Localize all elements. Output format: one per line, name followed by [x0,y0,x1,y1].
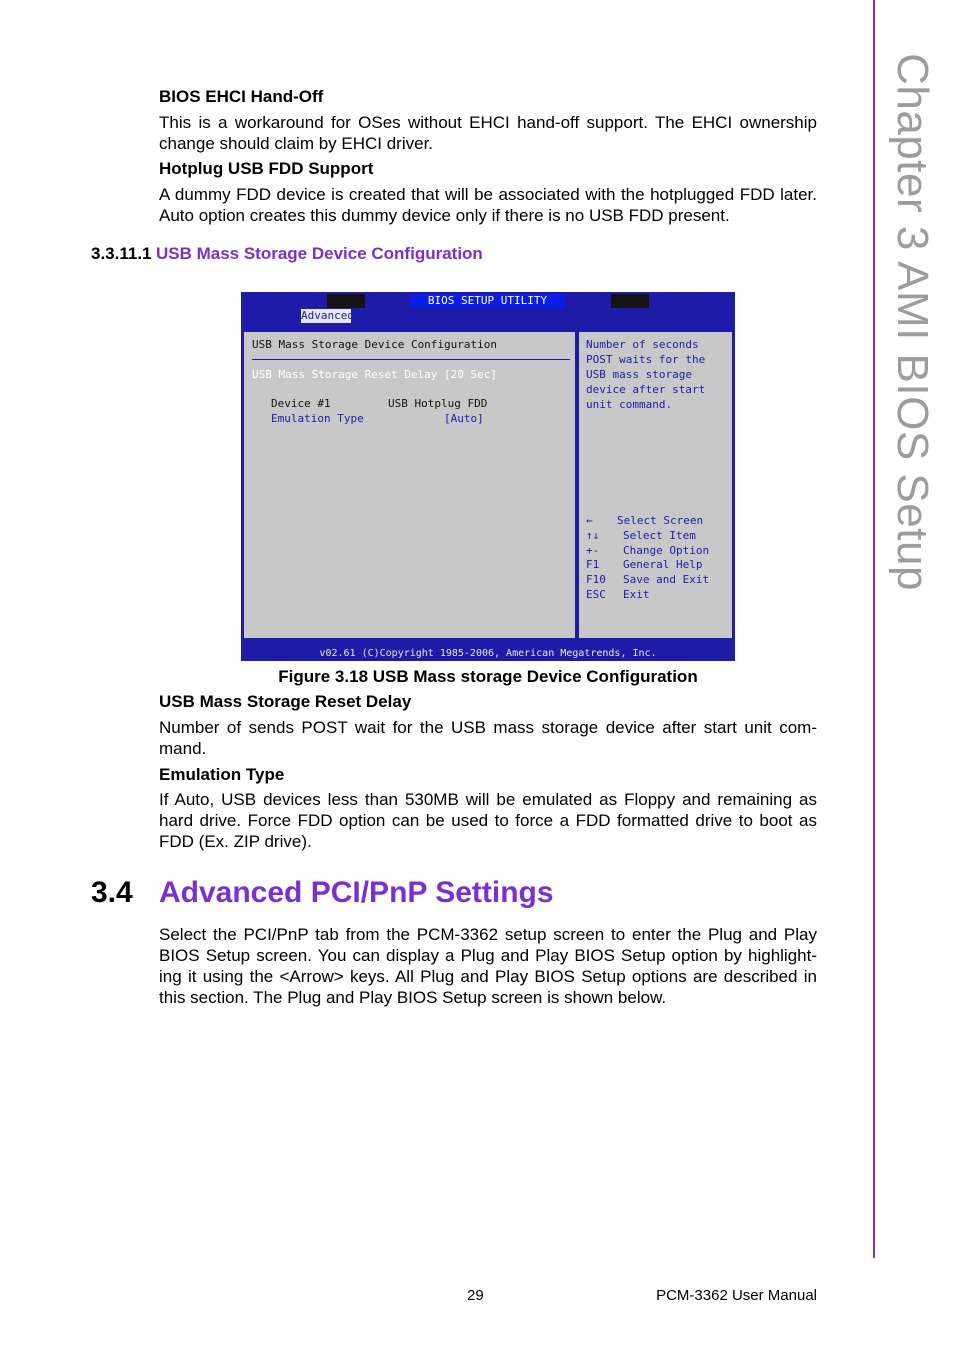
manual-name: PCM-3362 User Manual [656,1287,817,1304]
section-number: 3.4 [91,876,133,909]
bios-main-divider [252,359,570,360]
hotplug-paragraph: A dummy FDD device is created that will be associated with the hotplugged FDD later. Auto option creates this dummy device only if there is no USB FDD present. [159,185,817,225]
bios-key-desc: General Help [623,558,703,571]
chapter-side-label: Chapter 3 AMI BIOS Setup [888,53,937,591]
page-number: 29 [467,1287,484,1304]
bios-title: BIOS SETUP UTILITY [410,294,565,308]
hotplug-heading: Hotplug USB FDD Support [159,159,374,178]
emulation-paragraph: If Auto, USB devices less than 530MB will be emulated as Floppy and remaining as hard drive. Force FDD option can be used to force a FDD formatted drive to boot as FDD (Ex. ZIP drive). [159,790,817,851]
bios-key: ESC [586,588,606,601]
subsection-heading [91,244,483,264]
bios-main-panel [243,331,576,639]
bios-key: F10 [586,573,606,586]
bios-device-value: USB Hotplug FDD [388,397,488,410]
bios-reset-delay-label[interactable]: USB Mass Storage Reset Delay [252,368,438,381]
bios-help-line: POST waits for the [586,353,706,366]
bios-key-desc: Select Screen [617,514,704,527]
bios-screenshot [241,292,735,661]
bios-emulation-value[interactable]: [Auto] [444,412,484,425]
bios-key: F1 [586,558,600,571]
bios-key-desc: Save and Exit [623,573,710,586]
bios-tab-advanced[interactable]: Advanced [301,309,354,322]
bios-emulation-label[interactable]: Emulation Type [271,412,364,425]
ehci-paragraph: This is a workaround for OSes without EHCI hand-off support. The EHCI ownership change should claim by EHCI driver. [159,113,817,153]
section-title: Advanced PCI/PnP Settings [159,876,554,909]
bios-help-line: device after start [586,383,706,396]
bios-key-desc: Exit [623,588,650,601]
bios-help-line: unit command. [586,398,673,411]
ehci-heading: BIOS EHCI Hand-Off [159,87,324,106]
bios-key-desc: Change Option [623,544,710,557]
bios-help-line: USB mass storage [586,368,692,381]
subsection-number: 3.3.11.1 [91,244,152,263]
bios-device-label: Device #1 [271,397,331,410]
emulation-heading: Emulation Type [159,765,285,784]
bios-help-line: Number of seconds [586,338,699,351]
bios-key-desc: Select Item [623,529,696,542]
figure-caption: Figure 3.18 USB Mass storage Device Configuration [278,667,698,686]
bios-help-panel [578,331,733,639]
bios-key: +- [586,544,600,557]
subsection-title: USB Mass Storage Device Configuration [155,244,483,263]
reset-delay-paragraph: Number of sends POST wait for the USB mass storage device after start unit com-mand. [159,718,817,758]
bios-key: ↑↓ [586,529,600,542]
bios-top-dark-block-right [611,294,649,308]
chapter-side-rule [873,0,875,1258]
bios-key: ← [586,514,593,527]
bios-reset-delay-value[interactable]: [20 Sec] [444,368,497,381]
bios-top-dark-block-left [327,294,365,308]
reset-delay-heading: USB Mass Storage Reset Delay [159,692,412,711]
bios-main-heading: USB Mass Storage Device Configuration [252,338,498,351]
bios-copyright-footer: v02.61 (C)Copyright 1985-2006, American Megatrends, Inc. [319,648,657,659]
pci-paragraph: Select the PCI/PnP tab from the PCM-3362 setup screen to enter the Plug and Play BIOS Setup screen. You can display a Plug and Play BIOS Setup option by highlight-ing it using the <Arrow> keys. All Plug and Play BIOS Setup options are described in this section. The Plug and Play BIOS Setup screen is shown below. [159,925,817,1007]
